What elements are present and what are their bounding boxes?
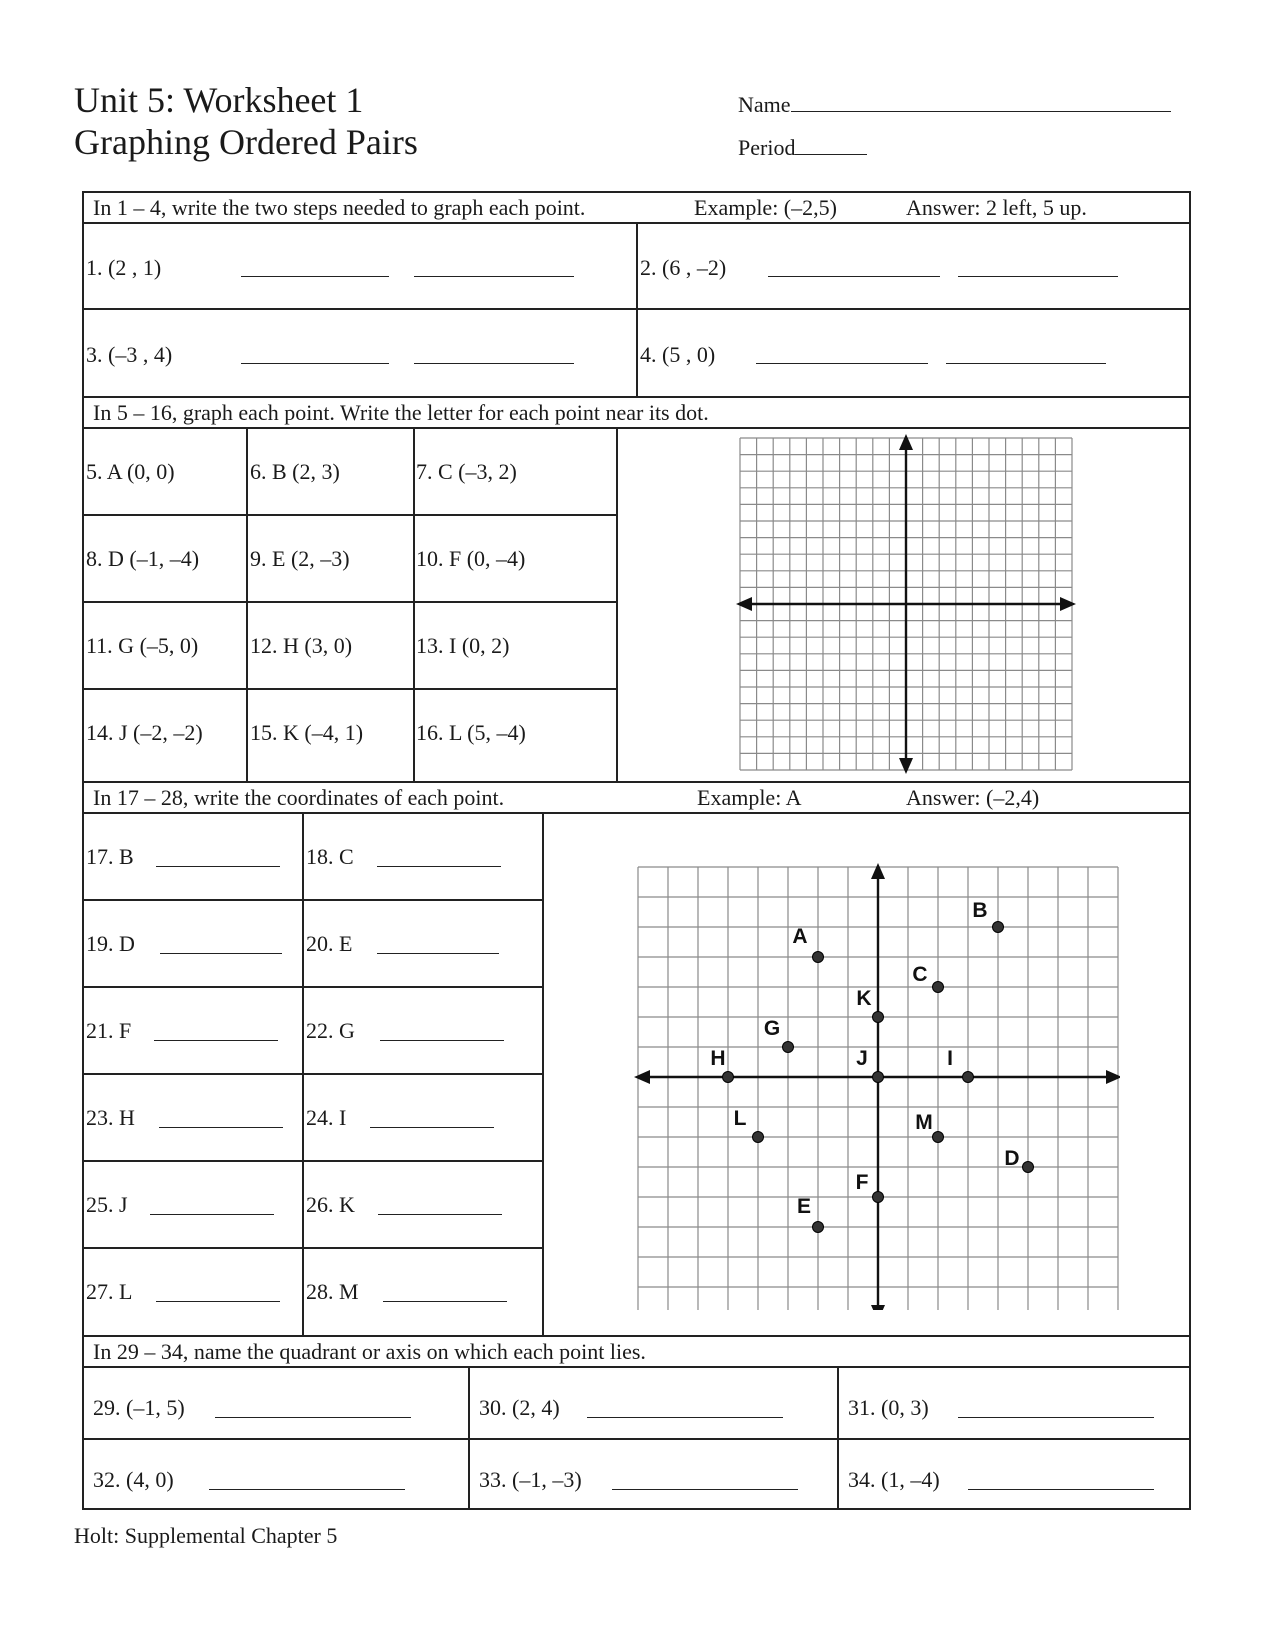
point-label: H xyxy=(710,1047,726,1070)
coordinate-item: 27. L xyxy=(86,1279,133,1304)
graph-item: 7. C (–3, 2) xyxy=(416,459,517,484)
plotted-point xyxy=(933,982,944,993)
divider xyxy=(82,688,616,690)
graph-item: 11. G (–5, 0) xyxy=(86,633,199,658)
answer-blank[interactable] xyxy=(156,866,280,867)
section3-instruction: In 17 – 28, write the coordinates of each point. xyxy=(93,785,505,810)
answer-blank[interactable] xyxy=(768,276,940,277)
quadrant-item: 33. (–1, –3) xyxy=(479,1467,582,1492)
graph-item: 15. K (–4, 1) xyxy=(250,720,364,745)
problem-4: 4. (5 , 0) xyxy=(640,342,716,367)
arrow-left-icon xyxy=(736,597,752,611)
answer-blank[interactable] xyxy=(209,1489,405,1490)
answer-blank[interactable] xyxy=(156,1301,280,1302)
answer-blank[interactable] xyxy=(946,363,1106,364)
blank-coordinate-grid[interactable] xyxy=(730,430,1090,780)
quadrant-item: 32. (4, 0) xyxy=(93,1467,174,1492)
point-label: L xyxy=(733,1107,747,1130)
graph-item: 16. L (5, –4) xyxy=(416,720,526,745)
graph-item: 6. B (2, 3) xyxy=(250,459,340,484)
name-field[interactable] xyxy=(738,92,1171,118)
point-label: A xyxy=(792,925,808,948)
divider xyxy=(82,781,1191,783)
answer-blank[interactable] xyxy=(380,1040,504,1041)
answer-blank[interactable] xyxy=(756,363,928,364)
plotted-point xyxy=(813,1222,824,1233)
point-label: C xyxy=(912,963,928,986)
arrow-right-icon xyxy=(1060,597,1076,611)
period-blank[interactable] xyxy=(795,136,867,155)
arrow-up-icon xyxy=(899,434,913,450)
divider xyxy=(82,427,1191,429)
coordinate-item: 28. M xyxy=(306,1279,359,1304)
arrow-down-icon xyxy=(899,758,913,774)
divider xyxy=(82,1160,542,1162)
graph-item: 10. F (0, –4) xyxy=(416,546,526,571)
section3-answer: Answer: (–2,4) xyxy=(906,785,1040,810)
answer-blank[interactable] xyxy=(160,953,282,954)
plotted-point xyxy=(873,1012,884,1023)
coordinate-item: 23. H xyxy=(86,1105,135,1130)
answer-blank[interactable] xyxy=(378,1214,502,1215)
graph-item: 12. H (3, 0) xyxy=(250,633,353,658)
divider xyxy=(82,986,542,988)
problem-3: 3. (–3 , 4) xyxy=(86,342,173,367)
divider xyxy=(246,427,248,781)
section1-answer: Answer: 2 left, 5 up. xyxy=(906,195,1087,220)
divider xyxy=(82,601,616,603)
coordinate-item: 26. K xyxy=(306,1192,355,1217)
coordinate-item: 21. F xyxy=(86,1018,132,1043)
quadrant-item: 31. (0, 3) xyxy=(848,1395,929,1420)
section2-instruction: In 5 – 16, graph each point. Write the letter for each point near its dot. xyxy=(93,400,709,425)
answer-blank[interactable] xyxy=(383,1301,507,1302)
answer-blank[interactable] xyxy=(370,1127,494,1128)
arrow-down-icon xyxy=(871,1305,885,1310)
divider xyxy=(82,812,1191,814)
arrow-left-icon xyxy=(634,1070,650,1084)
answer-blank[interactable] xyxy=(968,1489,1154,1490)
plotted-point xyxy=(723,1072,734,1083)
divider xyxy=(82,1438,1191,1440)
point-label: K xyxy=(856,987,872,1010)
graph-item: 9. E (2, –3) xyxy=(250,546,350,571)
section4-instruction: In 29 – 34, name the quadrant or axis on which each point lies. xyxy=(93,1339,646,1364)
footer-source: Holt: Supplemental Chapter 5 xyxy=(74,1523,338,1548)
answer-blank[interactable] xyxy=(154,1040,278,1041)
worksheet-title: Unit 5: Worksheet 1 xyxy=(74,80,364,120)
graph-item: 8. D (–1, –4) xyxy=(86,546,200,571)
plotted-point xyxy=(933,1132,944,1143)
answer-blank[interactable] xyxy=(414,363,574,364)
divider xyxy=(82,396,1191,398)
answer-blank[interactable] xyxy=(215,1417,411,1418)
point-label: M xyxy=(915,1111,933,1134)
section1-instruction: In 1 – 4, write the two steps needed to graph each point. xyxy=(93,195,586,220)
plotted-point xyxy=(993,922,1004,933)
coordinate-item: 25. J xyxy=(86,1192,128,1217)
point-label: J xyxy=(856,1047,868,1070)
coordinate-item: 24. I xyxy=(306,1105,347,1130)
point-label: B xyxy=(972,899,988,922)
divider xyxy=(837,1366,839,1510)
point-label: I xyxy=(947,1047,953,1070)
answer-blank[interactable] xyxy=(958,276,1118,277)
divider xyxy=(82,1247,542,1249)
divider xyxy=(542,812,544,1335)
answer-blank[interactable] xyxy=(241,276,389,277)
plotted-point xyxy=(753,1132,764,1143)
answer-blank[interactable] xyxy=(241,363,389,364)
quadrant-item: 34. (1, –4) xyxy=(848,1467,940,1492)
period-label: Period xyxy=(738,135,796,160)
divider xyxy=(82,899,542,901)
divider xyxy=(616,427,618,781)
point-label: E xyxy=(796,1195,812,1218)
answer-blank[interactable] xyxy=(159,1127,283,1128)
name-label: Name xyxy=(738,92,791,117)
section3-example: Example: A xyxy=(697,785,802,810)
divider xyxy=(82,1366,1191,1368)
quadrant-item: 30. (2, 4) xyxy=(479,1395,560,1420)
divider xyxy=(636,222,638,396)
graph-item: 13. I (0, 2) xyxy=(416,633,510,658)
graph-item: 14. J (–2, –2) xyxy=(86,720,203,745)
answer-blank[interactable] xyxy=(612,1489,798,1490)
worksheet-subtitle: Graphing Ordered Pairs xyxy=(74,122,418,162)
arrow-up-icon xyxy=(871,863,885,879)
divider xyxy=(82,1335,1191,1337)
labeled-coordinate-grid xyxy=(630,855,1120,1310)
graph-item: 5. A (0, 0) xyxy=(86,459,175,484)
point-label: D xyxy=(1004,1147,1020,1170)
plotted-point xyxy=(783,1042,794,1053)
answer-blank[interactable] xyxy=(377,953,499,954)
coordinate-item: 19. D xyxy=(86,931,135,956)
plotted-point xyxy=(963,1072,974,1083)
plotted-point xyxy=(1023,1162,1034,1173)
plotted-point xyxy=(813,952,824,963)
plotted-point xyxy=(873,1072,884,1083)
quadrant-item: 29. (–1, 5) xyxy=(93,1395,185,1420)
problem-2: 2. (6 , –2) xyxy=(640,255,727,280)
answer-blank[interactable] xyxy=(377,866,501,867)
coordinate-item: 20. E xyxy=(306,931,353,956)
problem-1: 1. (2 , 1) xyxy=(86,255,162,280)
answer-blank[interactable] xyxy=(587,1417,783,1418)
answer-blank[interactable] xyxy=(414,276,574,277)
point-label: F xyxy=(855,1171,869,1194)
divider xyxy=(82,1073,542,1075)
section1-example: Example: (–2,5) xyxy=(694,195,837,220)
coordinate-item: 22. G xyxy=(306,1018,355,1043)
period-field[interactable] xyxy=(738,135,867,161)
coordinate-item: 18. C xyxy=(306,844,354,869)
point-label: G xyxy=(763,1017,781,1040)
coordinate-item: 17. B xyxy=(86,844,134,869)
divider xyxy=(82,514,616,516)
plotted-point xyxy=(873,1192,884,1203)
divider xyxy=(413,427,415,781)
answer-blank[interactable] xyxy=(958,1417,1154,1418)
divider xyxy=(468,1366,470,1510)
answer-blank[interactable] xyxy=(150,1214,274,1215)
name-blank[interactable] xyxy=(791,93,1171,112)
